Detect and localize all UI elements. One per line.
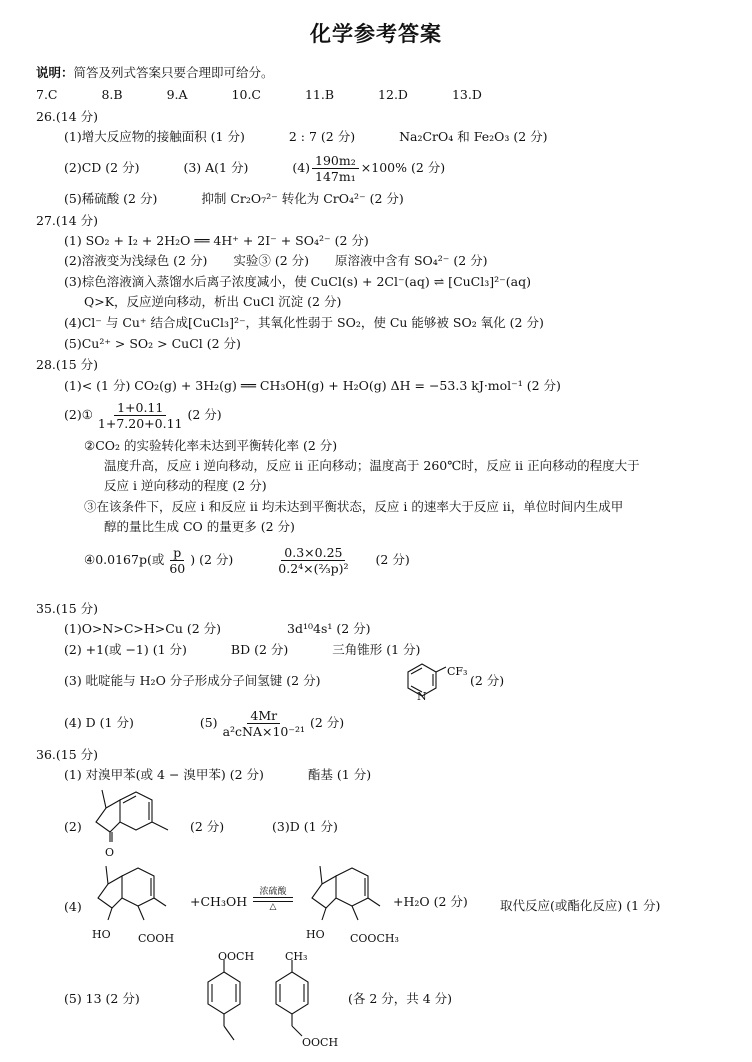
q27-line1: (1) SO₂ + I₂ + 2H₂O ══ 4H⁺ + 2I⁻ + SO₄²⁻ (2 分) (64, 233, 369, 248)
q26-line3 (64, 190, 404, 208)
q28-2-post: (2 分) (187, 407, 222, 422)
q35-2-shape: 三角锥形 (1 分) (332, 642, 421, 657)
q35-2-bd: BD (2 分) (230, 642, 289, 657)
q26-line2 (64, 152, 445, 184)
q36-4-ho-right: HO (306, 928, 325, 941)
note-label: 说明： (36, 65, 74, 80)
fraction-denominator: 0.2⁴×(⅔p)² (278, 561, 349, 576)
q35-1: (1)O>N>C>H>Cu (2 分) (64, 621, 222, 636)
q28-heading: 28.(15 分) (36, 357, 99, 372)
q36-heading: 36.(15 分) (36, 747, 99, 762)
q36-4-cooh: COOH (138, 932, 175, 945)
fraction-numerator: 190m₂ (312, 153, 359, 169)
q28-4-kp-fraction (275, 545, 351, 576)
q36-2-label: (2) (64, 819, 82, 834)
q36-line1 (64, 766, 371, 784)
q27-line3: (3)棕色溶液滴入蒸馏水后离子浓度减小，使 CuCl(s) + 2Cl⁻(aq) ⇌ [CuCl₃]²⁻(aq) (64, 274, 531, 289)
q26-ratio: 2 : 7 (2 分) (288, 129, 356, 144)
answer-7: 7.C (36, 87, 58, 102)
answer-9: 9.A (166, 87, 188, 102)
q35-2: (2) +1(或 −1) (1 分) (64, 642, 187, 657)
q28-2-fraction (95, 400, 186, 431)
q27-2-exp: 实验③ (2 分) (233, 253, 310, 268)
q27-2: (2)溶液变为浅绿色 (2 分) (64, 253, 208, 268)
q28-line3: ②CO₂ 的实验转化率未达到平衡转化率 (2 分) (84, 438, 338, 453)
q35-3-score: (2 分) (470, 673, 505, 688)
q36-4-reaction-type: 取代反应(或酯化反应) (1 分) (500, 898, 661, 913)
q26-4-label: (4) (292, 160, 311, 175)
q27-line2 (64, 252, 488, 270)
q36-2-oxygen: O (105, 846, 115, 859)
q36-5-score: (各 2 分，共 4 分) (348, 991, 453, 1006)
q35-5-label: (5) (199, 715, 218, 730)
multiple-choice-answers (36, 86, 482, 104)
q35-line1 (64, 620, 371, 638)
reaction-condition-top: 浓硫酸 (259, 887, 287, 897)
answer-13: 13.D (451, 87, 482, 102)
q27-heading: 27.(14 分) (36, 213, 99, 228)
answer-12: 12.D (378, 87, 408, 102)
q36-5-isomer2-icon (268, 960, 318, 1046)
fraction-denominator: a²cNA×10⁻²¹ (222, 724, 305, 739)
q36-5-isomer1-top: OOCH (218, 950, 255, 963)
answer-11: 11.B (304, 87, 335, 102)
q26-4-fraction (312, 153, 359, 184)
q27-2-conclusion: 原溶液中含有 SO₄²⁻ (2 分) (335, 253, 488, 268)
q36-1: (1) 对溴甲苯(或 4 − 溴甲苯) (2 分) (64, 767, 264, 782)
q28-line8 (84, 540, 410, 580)
q36-1-group: 酯基 (1 分) (307, 767, 372, 782)
answer-10: 10.C (231, 87, 261, 102)
q35-4: (4) D (1 分) (64, 715, 134, 730)
q36-5: (5) 13 (2 分) (64, 991, 140, 1006)
q35-5-post: (2 分) (310, 715, 345, 730)
fraction-denominator: 147m₁ (315, 169, 356, 184)
q26-3: (3) A(1 分) (183, 160, 249, 175)
q36-4-ho-left: HO (92, 928, 111, 941)
q26-products: Na₂CrO₄ 和 Fe₂O₃ (2 分) (399, 129, 548, 144)
q36-2-score: (2 分) (190, 819, 225, 834)
reaction-condition-bottom: △ (269, 902, 277, 912)
fraction-numerator: 4Mr (247, 708, 280, 724)
q36-4-acid-structure-icon (96, 862, 176, 932)
pyridine-structure-icon (410, 660, 450, 700)
q28-4-post: (2 分) (375, 552, 410, 567)
q28-4-label: ④0.0167p(或 (84, 552, 165, 567)
reaction-arrow (253, 884, 293, 912)
q28-2-label: (2)① (64, 407, 93, 422)
q35-line3: (3) 吡啶能与 H₂O 分子形成分子间氢键 (2 分) (64, 673, 321, 688)
q36-4-methanol: +CH₃OH (190, 894, 248, 909)
q36-4-ester-structure-icon (310, 862, 390, 932)
fraction-numerator: p (170, 545, 184, 561)
q28-line7: 醇的量比生成 CO 的量更多 (2 分) (104, 519, 295, 534)
q35-line4 (64, 705, 344, 741)
q26-1: (1)增大反应物的接触面积 (1 分) (64, 129, 245, 144)
q36-5-isomer2-bottom: OOCH (302, 1036, 339, 1049)
q26-4-post: ×100% (2 分) (360, 160, 446, 175)
note-text: 简答及列式答案只要合理即可给分。 (73, 65, 274, 80)
q35-5-fraction (220, 708, 308, 739)
q35-heading: 35.(15 分) (36, 601, 99, 616)
q26-line1 (64, 128, 548, 146)
q35-line2 (64, 641, 420, 659)
q28-line4: 温度升高，反应 i 逆向移动，反应 ii 正向移动；温度高于 260℃时，反应 ii 正向移动的程度大于 (104, 458, 640, 473)
q26-heading: 26.(14 分) (36, 109, 99, 124)
answer-8: 8.B (101, 87, 123, 102)
q28-4-mid: ) (2 分) (190, 552, 234, 567)
q26-5-reason: 抑制 Cr₂O₇²⁻ 转化为 CrO₄²⁻ (2 分) (201, 191, 404, 206)
q36-4-water: +H₂O (2 分) (393, 894, 468, 909)
fraction-numerator: 1+0.11 (114, 400, 166, 416)
q28-line5: 反应 i 逆向移动的程度 (2 分) (104, 478, 267, 493)
note (36, 64, 274, 82)
cf3-label: CF₃ (447, 665, 468, 678)
q35-1-config: 3d¹⁰4s¹ (2 分) (287, 621, 371, 636)
q27-line4: Q>K，反应逆向移动，析出 CuCl 沉淀 (2 分) (84, 294, 342, 309)
q27-line6: (5)Cu²⁺ > SO₂ > CuCl (2 分) (64, 336, 241, 351)
q36-4-cooch3: COOCH₃ (350, 932, 399, 945)
q36-3: (3)D (1 分) (272, 819, 338, 834)
fraction-numerator: 0.3×0.25 (281, 545, 345, 561)
q36-5-isomer1-icon (200, 960, 250, 1046)
q36-4-label: (4) (64, 899, 82, 914)
fraction-denominator: 1+7.20+0.11 (97, 416, 183, 431)
q28-line1: (1)< (1 分) CO₂(g) + 3H₂(g) ══ CH₃OH(g) + H₂O(g) ΔH = −53.3 kJ·mol⁻¹ (2 分) (64, 378, 561, 393)
q26-5: (5)稀硫酸 (2 分) (64, 191, 158, 206)
q26-2: (2)CD (2 分) (64, 160, 140, 175)
q36-5-isomer2-top: CH₃ (285, 950, 308, 963)
page-title: 化学参考答案 (310, 22, 442, 46)
fraction-denominator: 60 (169, 561, 186, 576)
q27-line5: (4)Cl⁻ 与 Cu⁺ 结合成[CuCl₃]²⁻，其氧化性弱于 SO₂，使 Cu 能够被 SO₂ 氧化 (2 分) (64, 315, 544, 330)
pyridine-n-label: N (417, 690, 427, 703)
q28-line2 (64, 398, 222, 432)
q28-4-p-fraction (166, 545, 188, 576)
q28-line6: ③在该条件下，反应 i 和反应 ii 均未达到平衡状态，反应 i 的速率大于反应 ii，单位时间内生成甲 (84, 499, 624, 514)
